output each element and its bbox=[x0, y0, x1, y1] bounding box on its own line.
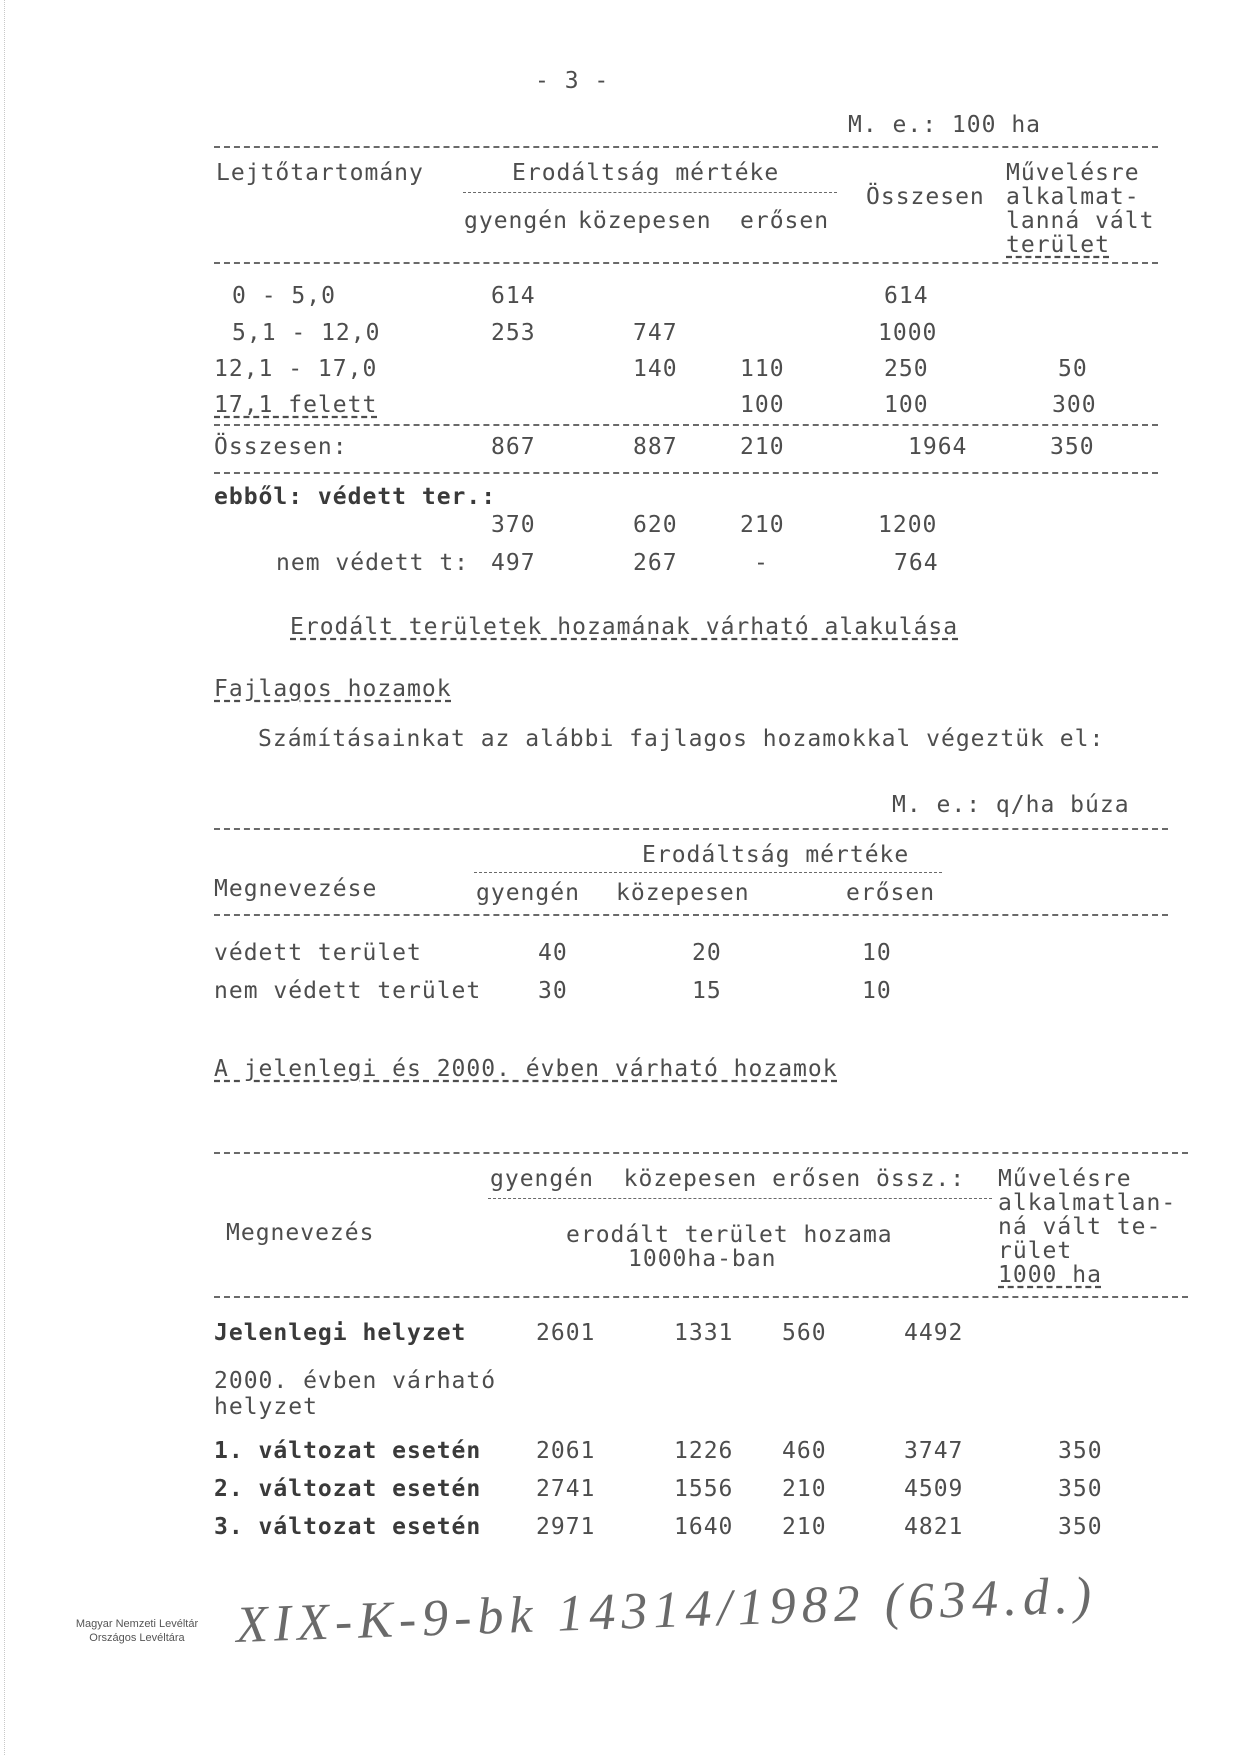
archive-stamp-line-2: Országos Levéltára bbox=[89, 1632, 185, 1644]
section-title: Erodált területek hozamának várható alakulása bbox=[290, 614, 959, 640]
table1-protected-cell: 210 bbox=[740, 512, 785, 538]
table3-top-header: gyengén közepesen erősen össz.: bbox=[490, 1166, 966, 1192]
table3-cell: 350 bbox=[1058, 1476, 1103, 1502]
table3-top-rule bbox=[214, 1152, 1188, 1154]
table2-col-name: Megnevezése bbox=[214, 876, 378, 902]
table2-sub-weak: gyengén bbox=[476, 880, 580, 906]
table3-cell: 1331 bbox=[674, 1320, 734, 1346]
table3-header-rule bbox=[214, 1296, 1188, 1298]
table3-cell: 4509 bbox=[904, 1476, 964, 1502]
table3-cell: 2601 bbox=[536, 1320, 596, 1346]
table2-header-rule bbox=[214, 914, 1168, 916]
table1-sum-cell: 1964 bbox=[908, 434, 968, 460]
table1-sub-weak: gyengén bbox=[464, 208, 568, 234]
table3-col-name: Megnevezés bbox=[226, 1220, 375, 1246]
table1-row-label: 0 - 5,0 bbox=[232, 283, 336, 309]
table1-sum-rule bbox=[214, 424, 1158, 426]
table3-col-last-1: Művelésre bbox=[998, 1166, 1132, 1192]
table2-cell: 10 bbox=[862, 940, 892, 966]
table3-sub-header-1: erodált terület hozama bbox=[566, 1222, 893, 1248]
table3-sub-header-2: 1000ha-ban bbox=[628, 1246, 777, 1272]
scan-edge bbox=[4, 0, 5, 1755]
table1-row-label: 12,1 - 17,0 bbox=[214, 356, 378, 382]
table2-top-rule bbox=[214, 828, 1168, 830]
table3-row-label: 1. változat esetén bbox=[214, 1438, 482, 1464]
table2-cell: 30 bbox=[538, 978, 568, 1004]
table1-cell: 1000 bbox=[878, 320, 938, 346]
table1-cell: 614 bbox=[884, 283, 929, 309]
table3-col-last-5: 1000 ha bbox=[998, 1262, 1102, 1288]
table1-cell: 50 bbox=[1058, 356, 1088, 382]
table2-sub-strong: erősen bbox=[846, 880, 936, 906]
table3-col-last-4: rület bbox=[998, 1238, 1073, 1264]
table1-cell: 100 bbox=[740, 392, 785, 418]
table3-cell: 3747 bbox=[904, 1438, 964, 1464]
table1-row-label: 17,1 felett bbox=[214, 392, 378, 418]
table1-of-which-label: ebből: védett ter.: bbox=[214, 484, 497, 510]
table3-cell: 1226 bbox=[674, 1438, 734, 1464]
table3-row-label: 3. változat esetén bbox=[214, 1514, 482, 1540]
intro-text: Számításainkat az alábbi fajlagos hozamokkal végeztük el: bbox=[258, 726, 1105, 752]
table1-group-header: Erodáltság mértéke bbox=[512, 160, 780, 186]
table3-expected-label-1: 2000. évben várható bbox=[214, 1368, 497, 1394]
table3-row-label: Jelenlegi helyzet bbox=[214, 1320, 467, 1346]
table1-col-last-4: terület bbox=[1006, 232, 1110, 258]
table2-cell: 40 bbox=[538, 940, 568, 966]
table3-row-label: 2. változat esetén bbox=[214, 1476, 482, 1502]
table2-group-rule bbox=[474, 872, 942, 873]
table1-row-label: 5,1 - 12,0 bbox=[232, 320, 381, 346]
table2-cell: 20 bbox=[692, 940, 722, 966]
table2-row-label: nem védett terület bbox=[214, 978, 482, 1004]
table1-cell: 614 bbox=[491, 283, 536, 309]
table1-protected-cell: 370 bbox=[491, 512, 536, 538]
archive-stamp bbox=[62, 1617, 212, 1645]
table1-unprotected-cell: 764 bbox=[894, 550, 939, 576]
table3-cell: 4492 bbox=[904, 1320, 964, 1346]
table2-sub-medium: közepesen bbox=[616, 880, 750, 906]
subsection-title: Fajlagos hozamok bbox=[214, 676, 452, 702]
table2-cell: 10 bbox=[862, 978, 892, 1004]
table3-group-rule bbox=[488, 1198, 992, 1199]
table3-cell: 2741 bbox=[536, 1476, 596, 1502]
table1-unprotected-cell: 497 bbox=[491, 550, 536, 576]
table3-cell: 1556 bbox=[674, 1476, 734, 1502]
table1-sum-cell: 887 bbox=[633, 434, 678, 460]
table1-cell: 110 bbox=[740, 356, 785, 382]
archive-stamp-line-1: Magyar Nemzeti Levéltár bbox=[75, 1618, 199, 1630]
table1-cell: 250 bbox=[884, 356, 929, 382]
table2-group-header: Erodáltság mértéke bbox=[642, 842, 910, 868]
table1-sum-cell: 210 bbox=[740, 434, 785, 460]
table3-title: A jelenlegi és 2000. évben várható hozamok bbox=[214, 1056, 838, 1082]
table1-col-last-3: lanná vált bbox=[1006, 208, 1155, 234]
table1-unprotected-cell: - bbox=[754, 550, 769, 576]
table3-cell: 460 bbox=[782, 1438, 827, 1464]
handwritten-archive-reference: XIX-K-9-bk 14314/1982 (634.d.) bbox=[235, 1566, 1099, 1654]
table1-sub-medium: közepesen bbox=[578, 208, 712, 234]
table1-col-total: Összesen bbox=[866, 184, 985, 210]
table1-col-last-1: Művelésre bbox=[1006, 160, 1140, 186]
table1-col-last-2: alkalmat- bbox=[1006, 184, 1140, 210]
table3-col-last-2: alkalmatlan- bbox=[998, 1190, 1177, 1216]
table1-sum-cell: 867 bbox=[491, 434, 536, 460]
table1-protected-cell: 620 bbox=[633, 512, 678, 538]
table2-cell: 15 bbox=[692, 978, 722, 1004]
table2-unit: M. e.: q/ha búza bbox=[892, 792, 1130, 818]
table1-group-rule bbox=[463, 192, 837, 193]
table1-cell: 300 bbox=[1052, 392, 1097, 418]
table1-protected-cell: 1200 bbox=[878, 512, 938, 538]
table3-cell: 560 bbox=[782, 1320, 827, 1346]
table1-cell: 747 bbox=[633, 320, 678, 346]
table3-expected-label-2: helyzet bbox=[214, 1394, 318, 1420]
table1-col-slope: Lejtőtartomány bbox=[216, 160, 424, 186]
table1-bottom-rule bbox=[214, 472, 1158, 474]
table1-unprotected-cell: 267 bbox=[633, 550, 678, 576]
table1-unprotected-label: nem védett t: bbox=[276, 550, 470, 576]
page-number: - 3 - bbox=[535, 68, 610, 94]
table1-cell: 253 bbox=[491, 320, 536, 346]
table1-sum-label: Összesen: bbox=[214, 434, 348, 460]
table3-cell: 4821 bbox=[904, 1514, 964, 1540]
table1-sub-strong: erősen bbox=[740, 208, 830, 234]
table3-cell: 1640 bbox=[674, 1514, 734, 1540]
table3-cell: 2971 bbox=[536, 1514, 596, 1540]
table1-cell: 100 bbox=[884, 392, 929, 418]
table3-cell: 210 bbox=[782, 1476, 827, 1502]
table3-cell: 350 bbox=[1058, 1514, 1103, 1540]
table2-row-label: védett terület bbox=[214, 940, 422, 966]
table1-cell: 140 bbox=[633, 356, 678, 382]
table3-cell: 350 bbox=[1058, 1438, 1103, 1464]
table3-cell: 2061 bbox=[536, 1438, 596, 1464]
table1-header-rule bbox=[214, 262, 1158, 264]
table3-col-last-3: ná vált te- bbox=[998, 1214, 1162, 1240]
table1-unit: M. e.: 100 ha bbox=[848, 112, 1042, 138]
table1-sum-cell: 350 bbox=[1050, 434, 1095, 460]
table3-cell: 210 bbox=[782, 1514, 827, 1540]
table1-top-rule bbox=[214, 146, 1158, 148]
